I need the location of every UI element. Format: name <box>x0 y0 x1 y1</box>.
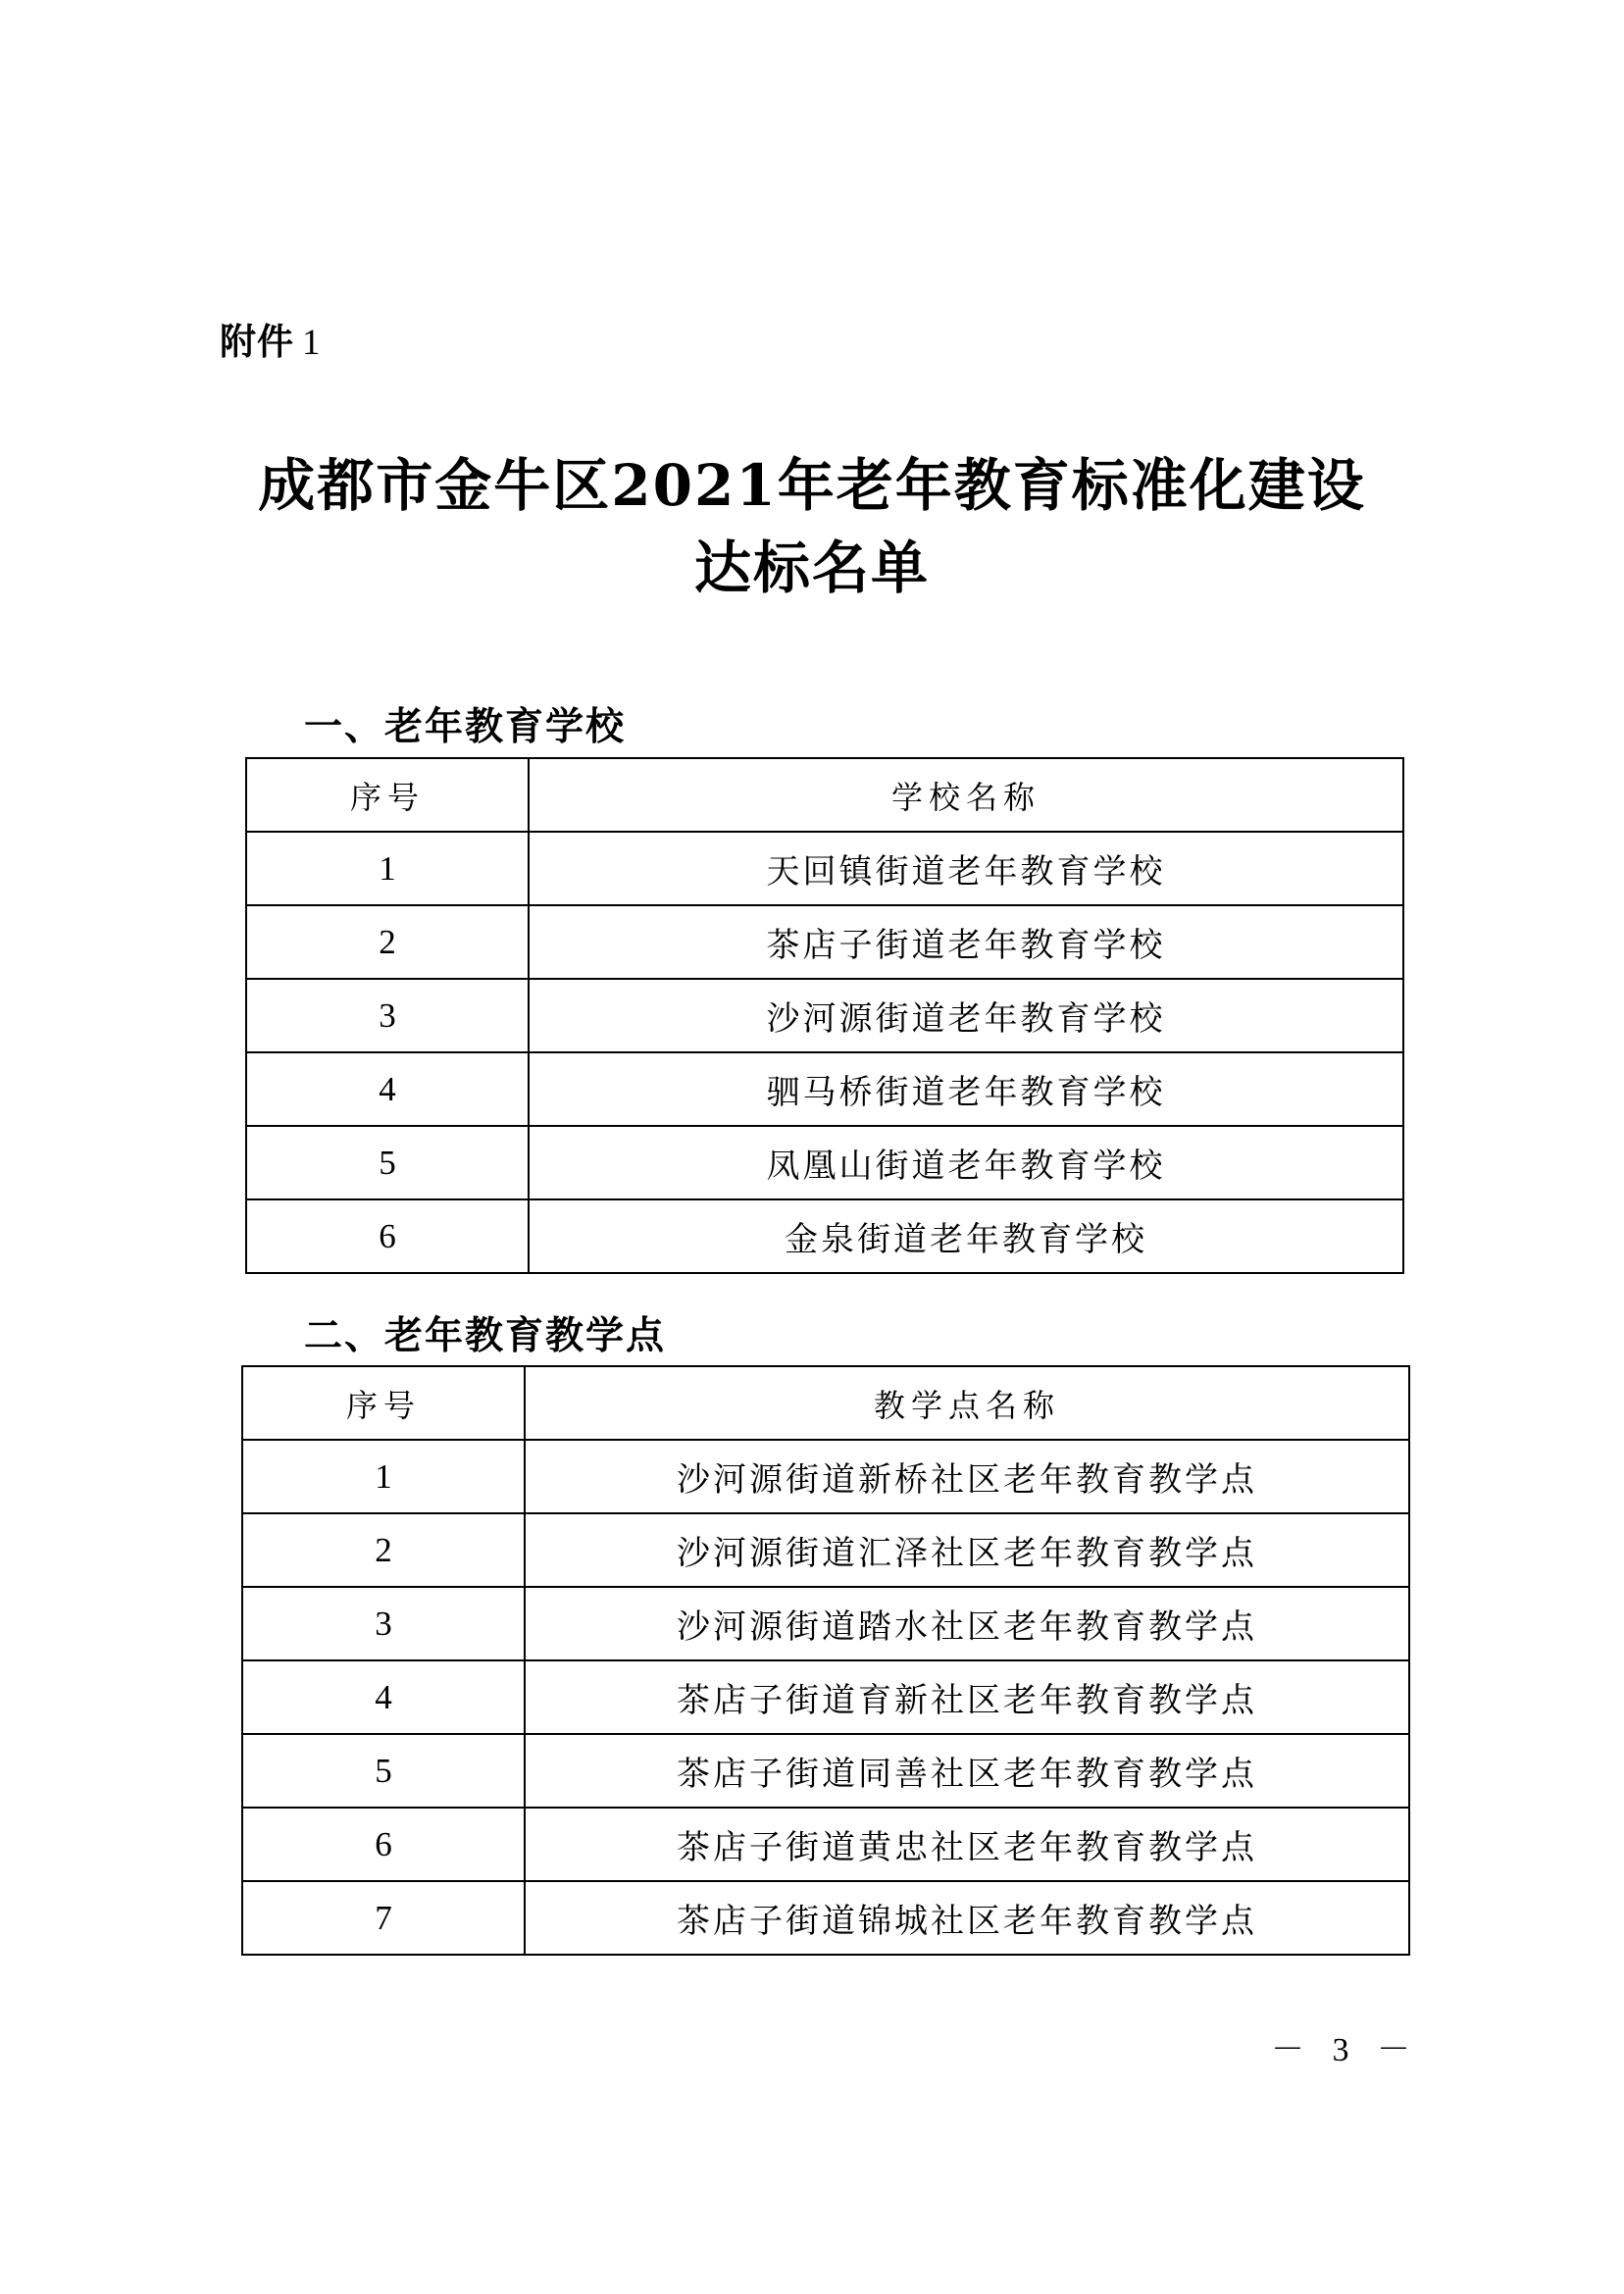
table-row <box>246 905 1403 979</box>
row-index: 1 <box>242 1440 525 1513</box>
row-index: 2 <box>246 905 529 979</box>
row-index: 3 <box>242 1587 525 1660</box>
school-name: 沙河源街道老年教育学校 <box>529 979 1403 1052</box>
teaching-point-name: 茶店子街道同善社区老年教育教学点 <box>525 1734 1409 1808</box>
school-name: 凤凰山街道老年教育学校 <box>529 1126 1403 1199</box>
document-title-line-1: 成都市金牛区2021年老年教育标准化建设 <box>258 452 1366 519</box>
row-index: 3 <box>246 979 529 1052</box>
table-row <box>246 1052 1403 1126</box>
attachment-number: 1 <box>302 323 322 363</box>
teaching-point-name: 沙河源街道汇泽社区老年教育教学点 <box>525 1513 1409 1587</box>
teaching-point-name: 茶店子街道育新社区老年教育教学点 <box>525 1660 1409 1734</box>
column-header-index: 序号 <box>246 758 529 832</box>
section-heading-teaching-points: 二、老年教育教学点 <box>304 1314 667 1358</box>
document-title-line-2: 达标名单 <box>693 535 930 601</box>
school-name: 驷马桥街道老年教育学校 <box>529 1052 1403 1126</box>
table-row <box>242 1808 1409 1881</box>
schools-table <box>245 757 1404 1274</box>
attachment-text: 附件 <box>220 321 294 363</box>
table-row <box>246 832 1403 905</box>
table-row <box>242 1660 1409 1734</box>
page-number: － 3 － <box>1271 2032 1420 2068</box>
row-index: 6 <box>242 1808 525 1881</box>
table-row <box>242 1734 1409 1808</box>
table-header-row <box>246 758 1403 832</box>
attachment-label <box>220 312 322 365</box>
row-index: 6 <box>246 1199 529 1273</box>
column-header-index: 序号 <box>242 1366 525 1440</box>
row-index: 7 <box>242 1881 525 1955</box>
row-index: 5 <box>246 1126 529 1199</box>
table-row <box>242 1513 1409 1587</box>
teaching-point-name: 茶店子街道锦城社区老年教育教学点 <box>525 1881 1409 1955</box>
row-index: 5 <box>242 1734 525 1808</box>
table-row <box>242 1440 1409 1513</box>
row-index: 1 <box>246 832 529 905</box>
row-index: 2 <box>242 1513 525 1587</box>
teaching-points-table <box>241 1365 1410 1956</box>
column-header-school-name: 学校名称 <box>529 758 1403 832</box>
school-name: 茶店子街道老年教育学校 <box>529 905 1403 979</box>
teaching-point-name: 沙河源街道踏水社区老年教育教学点 <box>525 1587 1409 1660</box>
column-header-point-name: 教学点名称 <box>525 1366 1409 1440</box>
school-name: 金泉街道老年教育学校 <box>529 1199 1403 1273</box>
table-row <box>246 1126 1403 1199</box>
table-row <box>242 1881 1409 1955</box>
table-row <box>246 979 1403 1052</box>
teaching-point-name: 茶店子街道黄忠社区老年教育教学点 <box>525 1808 1409 1881</box>
school-name: 天回镇街道老年教育学校 <box>529 832 1403 905</box>
table-row <box>246 1199 1403 1273</box>
table-row <box>242 1587 1409 1660</box>
row-index: 4 <box>242 1660 525 1734</box>
section-heading-schools: 一、老年教育学校 <box>304 705 627 749</box>
table-header-row <box>242 1366 1409 1440</box>
teaching-point-name: 沙河源街道新桥社区老年教育教学点 <box>525 1440 1409 1513</box>
row-index: 4 <box>246 1052 529 1126</box>
